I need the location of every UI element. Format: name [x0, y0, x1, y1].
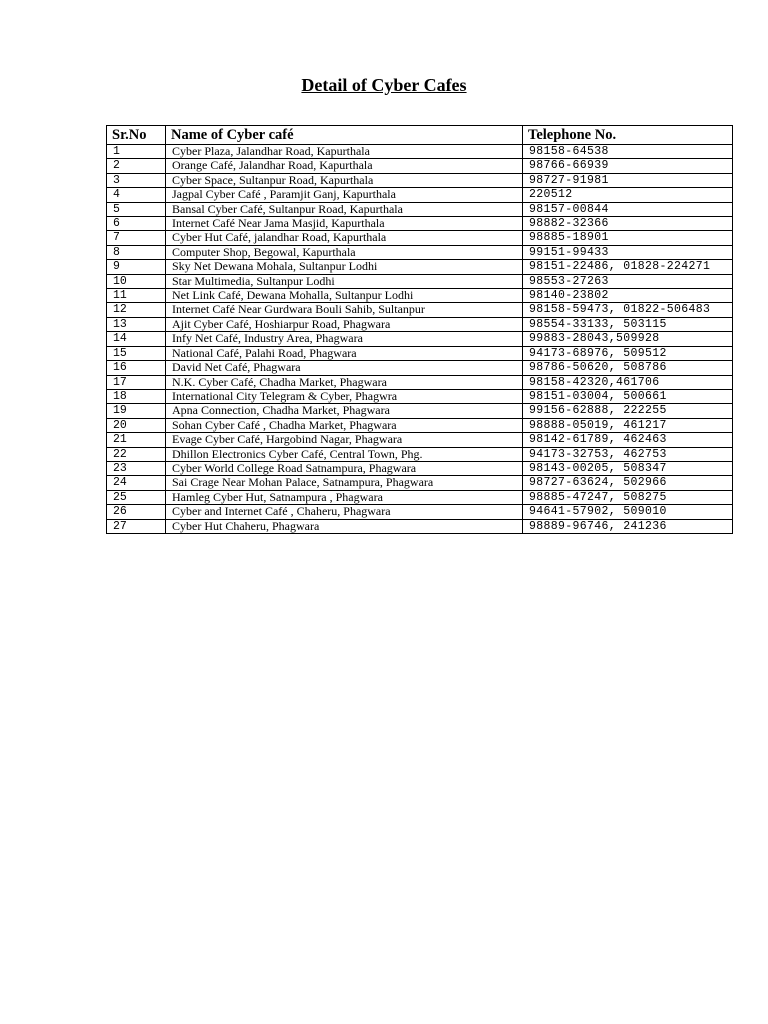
header-cafe-name: Name of Cyber café: [166, 126, 523, 145]
cyber-cafe-table: [106, 125, 733, 534]
sr-no-cell: 19: [107, 404, 166, 418]
sr-no-cell: 24: [107, 476, 166, 490]
cafe-name-cell: Hamleg Cyber Hut, Satnampura , Phagwara: [166, 490, 523, 504]
table-row: [107, 418, 733, 432]
telephone-cell: 98140-23802: [523, 289, 733, 303]
telephone-cell: 98727-91981: [523, 173, 733, 187]
telephone-cell: 94173-68976, 509512: [523, 346, 733, 360]
cafe-name-cell: Cyber and Internet Café , Chaheru, Phagwara: [166, 505, 523, 519]
cafe-name-cell: International City Telegram & Cyber, Phagwra: [166, 389, 523, 403]
telephone-cell: 98157-00844: [523, 202, 733, 216]
sr-no-cell: 16: [107, 361, 166, 375]
sr-no-cell: 15: [107, 346, 166, 360]
cafe-name-cell: Apna Connection, Chadha Market, Phagwara: [166, 404, 523, 418]
table-row: [107, 202, 733, 216]
sr-no-cell: 3: [107, 173, 166, 187]
table-row: [107, 145, 733, 159]
table-row: [107, 260, 733, 274]
sr-no-cell: 21: [107, 433, 166, 447]
sr-no-cell: 25: [107, 490, 166, 504]
sr-no-cell: 10: [107, 274, 166, 288]
table-row: [107, 159, 733, 173]
cafe-name-cell: Cyber Hut Chaheru, Phagwara: [166, 519, 523, 533]
cafe-name-cell: National Café, Palahi Road, Phagwara: [166, 346, 523, 360]
telephone-cell: 99151-99433: [523, 245, 733, 259]
table-row: [107, 231, 733, 245]
cafe-name-cell: Dhillon Electronics Cyber Café, Central Town, Phg.: [166, 447, 523, 461]
cafe-name-cell: David Net Café, Phagwara: [166, 361, 523, 375]
table-row: [107, 461, 733, 475]
sr-no-cell: 13: [107, 317, 166, 331]
sr-no-cell: 7: [107, 231, 166, 245]
cafe-name-cell: Jagpal Cyber Café , Paramjit Ganj, Kapurthala: [166, 188, 523, 202]
cafe-name-cell: Bansal Cyber Café, Sultanpur Road, Kapurthala: [166, 202, 523, 216]
telephone-cell: 98143-00205, 508347: [523, 461, 733, 475]
table-row: [107, 375, 733, 389]
cafe-name-cell: Infy Net Café, Industry Area, Phagwara: [166, 332, 523, 346]
cafe-name-cell: Sohan Cyber Café , Chadha Market, Phagwara: [166, 418, 523, 432]
telephone-cell: 98151-22486, 01828-224271: [523, 260, 733, 274]
telephone-cell: 98888-05019, 461217: [523, 418, 733, 432]
cafe-name-cell: Internet Café Near Jama Masjid, Kapurthala: [166, 217, 523, 231]
sr-no-cell: 26: [107, 505, 166, 519]
cafe-name-cell: Cyber World College Road Satnampura, Phagwara: [166, 461, 523, 475]
cafe-name-cell: Sai Crage Near Mohan Palace, Satnampura, Phagwara: [166, 476, 523, 490]
header-sr-no: Sr.No: [107, 126, 166, 145]
sr-no-cell: 17: [107, 375, 166, 389]
table-row: [107, 505, 733, 519]
sr-no-cell: 12: [107, 303, 166, 317]
sr-no-cell: 2: [107, 159, 166, 173]
table-row: [107, 217, 733, 231]
table-row: [107, 289, 733, 303]
telephone-cell: 99883-28043,509928: [523, 332, 733, 346]
table-row: [107, 476, 733, 490]
cafe-name-cell: Cyber Space, Sultanpur Road, Kapurthala: [166, 173, 523, 187]
table-header-row: [107, 126, 733, 145]
cafe-name-cell: Cyber Plaza, Jalandhar Road, Kapurthala: [166, 145, 523, 159]
sr-no-cell: 4: [107, 188, 166, 202]
header-telephone: Telephone No.: [523, 126, 733, 145]
table-row: [107, 361, 733, 375]
telephone-cell: 98158-59473, 01822-506483: [523, 303, 733, 317]
telephone-cell: 98882-32366: [523, 217, 733, 231]
telephone-cell: 98885-47247, 508275: [523, 490, 733, 504]
table-body: [107, 145, 733, 534]
table-row: [107, 317, 733, 331]
table-row: [107, 389, 733, 403]
table-row: [107, 433, 733, 447]
telephone-cell: 98554-33133, 503115: [523, 317, 733, 331]
telephone-cell: 98553-27263: [523, 274, 733, 288]
cafe-name-cell: N.K. Cyber Café, Chadha Market, Phagwara: [166, 375, 523, 389]
telephone-cell: 94641-57902, 509010: [523, 505, 733, 519]
cafe-name-cell: Net Link Café, Dewana Mohalla, Sultanpur Lodhi: [166, 289, 523, 303]
table-row: [107, 447, 733, 461]
sr-no-cell: 5: [107, 202, 166, 216]
telephone-cell: 98727-63624, 502966: [523, 476, 733, 490]
table-row: [107, 490, 733, 504]
sr-no-cell: 22: [107, 447, 166, 461]
telephone-cell: 220512: [523, 188, 733, 202]
table-row: [107, 332, 733, 346]
cafe-name-cell: Evage Cyber Café, Hargobind Nagar, Phagwara: [166, 433, 523, 447]
cafe-name-cell: Star Multimedia, Sultanpur Lodhi: [166, 274, 523, 288]
sr-no-cell: 18: [107, 389, 166, 403]
telephone-cell: 98889-96746, 241236: [523, 519, 733, 533]
table-row: [107, 173, 733, 187]
sr-no-cell: 1: [107, 145, 166, 159]
sr-no-cell: 9: [107, 260, 166, 274]
table-row: [107, 519, 733, 533]
table-row: [107, 274, 733, 288]
sr-no-cell: 20: [107, 418, 166, 432]
document-title: Detail of Cyber Cafes: [301, 75, 467, 95]
telephone-cell: 94173-32753, 462753: [523, 447, 733, 461]
cafe-name-cell: Internet Café Near Gurdwara Bouli Sahib, Sultanpur: [166, 303, 523, 317]
telephone-cell: 98786-50620, 508786: [523, 361, 733, 375]
telephone-cell: 99156-62888, 222255: [523, 404, 733, 418]
sr-no-cell: 27: [107, 519, 166, 533]
cafe-name-cell: Sky Net Dewana Mohala, Sultanpur Lodhi: [166, 260, 523, 274]
telephone-cell: 98158-64538: [523, 145, 733, 159]
table-row: [107, 245, 733, 259]
telephone-cell: 98885-18901: [523, 231, 733, 245]
telephone-cell: 98151-03004, 500661: [523, 389, 733, 403]
telephone-cell: 98158-42320,461706: [523, 375, 733, 389]
sr-no-cell: 11: [107, 289, 166, 303]
sr-no-cell: 8: [107, 245, 166, 259]
sr-no-cell: 23: [107, 461, 166, 475]
sr-no-cell: 6: [107, 217, 166, 231]
cafe-name-cell: Ajit Cyber Café, Hoshiarpur Road, Phagwara: [166, 317, 523, 331]
telephone-cell: 98766-66939: [523, 159, 733, 173]
telephone-cell: 98142-61789, 462463: [523, 433, 733, 447]
table-row: [107, 346, 733, 360]
table-row: [107, 188, 733, 202]
cafe-name-cell: Computer Shop, Begowal, Kapurthala: [166, 245, 523, 259]
table-row: [107, 404, 733, 418]
table-row: [107, 303, 733, 317]
cafe-name-cell: Orange Café, Jalandhar Road, Kapurthala: [166, 159, 523, 173]
cafe-name-cell: Cyber Hut Café, jalandhar Road, Kapurthala: [166, 231, 523, 245]
sr-no-cell: 14: [107, 332, 166, 346]
